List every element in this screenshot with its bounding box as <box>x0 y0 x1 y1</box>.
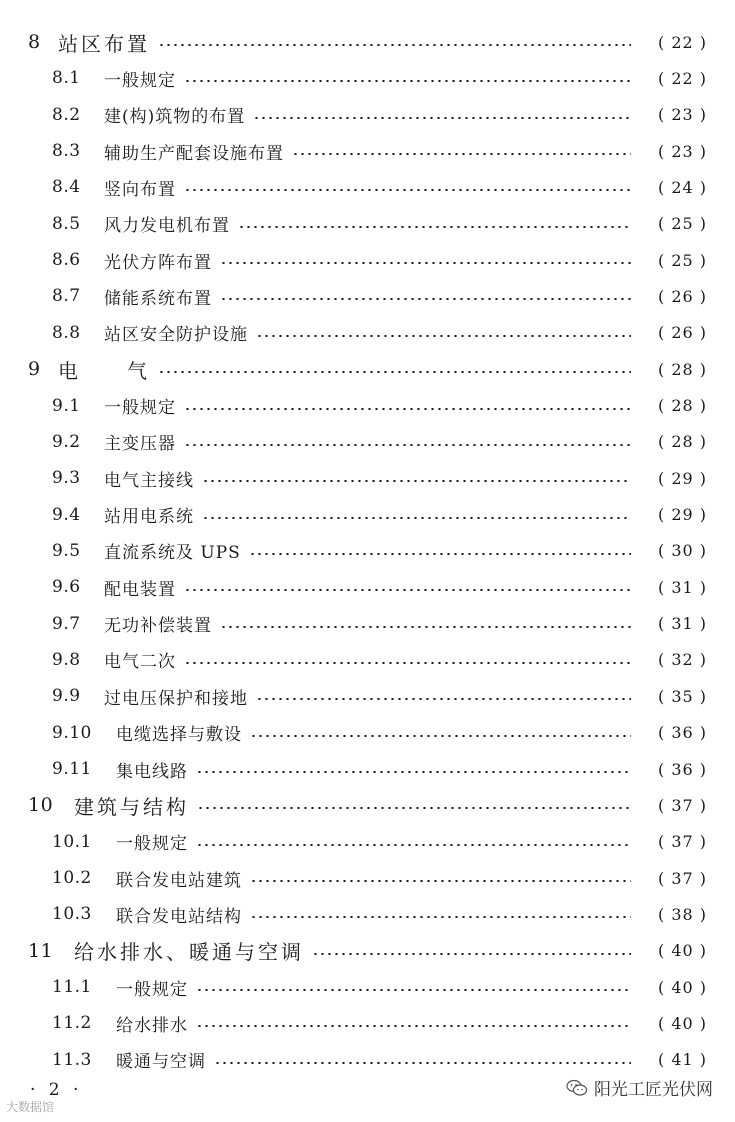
toc-chapter-entry[interactable] <box>0 787 735 823</box>
entry-title: 一般规定 <box>104 70 176 91</box>
wechat-icon <box>566 1079 588 1097</box>
dot-leader <box>256 698 631 700</box>
entry-number: 11.2 <box>52 1013 92 1034</box>
toc-section-entry[interactable] <box>0 678 735 714</box>
entry-number: 9.6 <box>52 577 81 598</box>
dot-leader <box>196 771 631 773</box>
stamp-mark: 大数据馆 <box>6 1100 55 1114</box>
entry-page-number: ( 23 ) <box>657 105 707 125</box>
entry-title: 光伏方阵布置 <box>104 252 212 273</box>
entry-number: 9 <box>28 358 41 381</box>
toc-section-entry[interactable] <box>0 569 735 605</box>
entry-number: 11.3 <box>52 1049 92 1070</box>
entry-number: 10.3 <box>52 904 92 925</box>
dot-leader <box>197 807 631 809</box>
dot-leader <box>249 553 631 555</box>
entry-page-number: ( 35 ) <box>657 686 707 706</box>
entry-page-number: ( 28 ) <box>657 359 707 379</box>
entry-title: 站区布置 <box>58 31 150 56</box>
entry-title: 竖向布置 <box>104 179 176 200</box>
entry-page-number: ( 25 ) <box>657 250 707 270</box>
dot-leader <box>196 1025 631 1027</box>
entry-number: 9.3 <box>52 468 81 489</box>
entry-title: 储能系统布置 <box>104 288 212 309</box>
entry-number: 10.2 <box>52 868 92 889</box>
dot-leader <box>214 1062 631 1064</box>
entry-page-number: ( 36 ) <box>657 723 707 743</box>
toc-section-entry[interactable] <box>0 533 735 569</box>
dot-leader <box>238 226 631 228</box>
entry-title: 给水排水 <box>116 1015 188 1036</box>
toc-chapter-entry[interactable] <box>0 24 735 60</box>
dot-leader <box>202 480 631 482</box>
toc-section-entry[interactable] <box>0 242 735 278</box>
entry-number: 8.8 <box>52 322 81 343</box>
entry-title: 主变压器 <box>104 434 176 455</box>
entry-page-number: ( 37 ) <box>657 795 707 815</box>
toc-section-entry[interactable] <box>0 424 735 460</box>
toc-section-entry[interactable] <box>0 896 735 932</box>
entry-title: 电气二次 <box>104 652 176 673</box>
entry-page-number: ( 38 ) <box>657 904 707 924</box>
entry-number: 9.10 <box>52 722 92 743</box>
entry-page-number: ( 22 ) <box>657 32 707 52</box>
entry-number: 9.11 <box>52 759 92 779</box>
dot-leader <box>250 880 631 882</box>
entry-page-number: ( 29 ) <box>657 468 707 488</box>
dot-leader <box>184 589 631 591</box>
entry-number: 8.4 <box>52 177 81 198</box>
entry-page-number: ( 22 ) <box>657 68 707 88</box>
toc-section-entry[interactable] <box>0 133 735 169</box>
entry-title: 电缆选择与敷设 <box>116 725 242 746</box>
entry-title: 一般规定 <box>104 398 176 418</box>
toc-chapter-entry[interactable] <box>0 351 735 387</box>
entry-number: 8.5 <box>52 213 81 234</box>
entry-title: 站区安全防护设施 <box>104 325 248 346</box>
entry-page-number: ( 37 ) <box>657 832 707 852</box>
dot-leader <box>250 916 631 918</box>
toc-section-entry[interactable] <box>0 860 735 896</box>
entry-number: 8.6 <box>52 250 81 271</box>
entry-number: 8.1 <box>52 68 81 89</box>
entry-page-number: ( 36 ) <box>657 759 707 779</box>
dot-leader <box>158 371 631 373</box>
entry-title: 建(构)筑物的布置 <box>104 107 246 128</box>
entry-title: 站用电系统 <box>104 507 194 528</box>
toc-section-entry[interactable] <box>0 1005 735 1041</box>
toc-section-entry[interactable] <box>0 97 735 133</box>
toc-section-entry[interactable] <box>0 169 735 205</box>
toc-section-entry[interactable] <box>0 460 735 496</box>
toc-section-entry[interactable] <box>0 278 735 314</box>
entry-number: 8 <box>28 31 41 53</box>
entry-page-number: ( 37 ) <box>657 868 707 888</box>
toc-section-entry[interactable] <box>0 715 735 751</box>
entry-page-number: ( 40 ) <box>657 941 707 961</box>
entry-page-number: ( 30 ) <box>657 541 707 561</box>
dot-leader <box>292 153 631 155</box>
entry-title: 给水排水、暖通与空调 <box>74 940 304 965</box>
entry-page-number: ( 40 ) <box>657 1013 707 1033</box>
toc-section-entry[interactable] <box>0 751 735 787</box>
dot-leader <box>196 989 631 991</box>
watermark-text: 阳光工匠光伏网 <box>594 1080 713 1100</box>
entry-page-number: ( 28 ) <box>657 396 707 415</box>
dot-leader <box>184 189 631 191</box>
entry-page-number: ( 28 ) <box>657 432 707 452</box>
dot-leader <box>202 517 631 519</box>
entry-page-number: ( 41 ) <box>657 1050 707 1070</box>
dot-leader <box>256 335 631 337</box>
toc-section-entry[interactable] <box>0 388 735 424</box>
entry-title: 无功补偿装置 <box>104 616 212 637</box>
page-number: · 2 · <box>30 1080 83 1100</box>
toc-section-entry[interactable] <box>0 497 735 533</box>
toc-section-entry[interactable] <box>0 60 735 96</box>
entry-page-number: ( 40 ) <box>657 977 707 997</box>
entry-number: 9.7 <box>52 613 81 634</box>
dot-leader <box>250 735 631 737</box>
entry-number: 9.1 <box>52 395 81 416</box>
entry-title: 集电线路 <box>116 761 188 782</box>
entry-page-number: ( 26 ) <box>657 286 707 306</box>
toc-section-entry[interactable] <box>0 606 735 642</box>
watermark <box>566 1075 713 1100</box>
entry-title: 配电装置 <box>104 579 176 600</box>
dot-leader <box>196 844 631 846</box>
entry-title: 联合发电站建筑 <box>116 870 242 891</box>
dot-leader <box>184 662 631 664</box>
entry-number: 8.2 <box>52 104 81 125</box>
toc-section-entry[interactable] <box>0 642 735 678</box>
entry-title: 电 气 <box>58 358 150 383</box>
entry-page-number: ( 29 ) <box>657 505 707 525</box>
toc-section-entry[interactable] <box>0 206 735 242</box>
toc-chapter-entry[interactable] <box>0 933 735 969</box>
entry-title: 暖通与空调 <box>116 1052 206 1073</box>
entry-number: 10 <box>28 794 54 817</box>
entry-number: 10.1 <box>52 831 92 852</box>
entry-title: 建筑与结构 <box>74 794 189 819</box>
entry-number: 8.3 <box>52 141 81 162</box>
toc-section-entry[interactable] <box>0 824 735 860</box>
entry-number: 9.4 <box>52 504 81 525</box>
entry-title: 联合发电站结构 <box>116 906 242 927</box>
dot-leader <box>312 953 631 955</box>
entry-number: 9.2 <box>52 431 81 452</box>
entry-page-number: ( 26 ) <box>657 323 707 343</box>
entry-page-number: ( 31 ) <box>657 577 707 597</box>
dot-leader <box>184 444 631 446</box>
entry-page-number: ( 31 ) <box>657 614 707 634</box>
entry-number: 8.7 <box>52 286 81 307</box>
toc-section-entry[interactable] <box>0 969 735 1005</box>
toc-section-entry[interactable] <box>0 1042 735 1078</box>
entry-title: 一般规定 <box>116 979 188 1000</box>
entry-number: 9.9 <box>52 686 81 707</box>
dot-leader <box>158 44 631 46</box>
entry-title: 直流系统及 UPS <box>104 543 241 564</box>
dot-leader <box>220 262 631 264</box>
entry-number: 9.8 <box>52 649 81 670</box>
entry-number: 11 <box>28 939 54 962</box>
entry-title: 电气主接线 <box>104 470 194 491</box>
entry-number: 9.5 <box>52 540 81 561</box>
entry-title: 过电压保护和接地 <box>104 688 248 709</box>
dot-leader <box>184 408 631 410</box>
entry-page-number: ( 32 ) <box>657 650 707 670</box>
entry-page-number: ( 23 ) <box>657 141 707 161</box>
entry-title: 风力发电机布置 <box>104 216 230 237</box>
entry-number: 11.1 <box>52 977 92 998</box>
entry-title: 辅助生产配套设施布置 <box>104 143 284 164</box>
toc-section-entry[interactable] <box>0 315 735 351</box>
dot-leader <box>220 626 631 628</box>
entry-title: 一般规定 <box>116 834 188 855</box>
entry-page-number: ( 25 ) <box>657 214 707 234</box>
dot-leader <box>253 117 631 119</box>
dot-leader <box>220 298 631 300</box>
entry-page-number: ( 24 ) <box>657 177 707 197</box>
dot-leader <box>184 80 631 82</box>
